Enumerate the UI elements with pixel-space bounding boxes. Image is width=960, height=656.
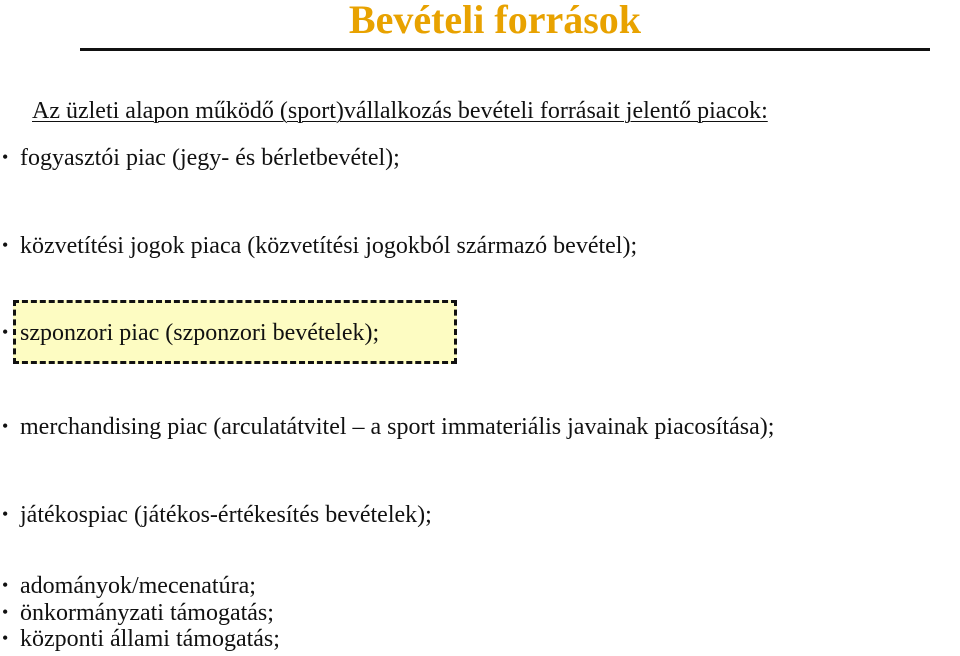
bullet-icon: •	[2, 235, 9, 255]
list-item-text: fogyasztói piac (jegy- és bérletbevétel);	[20, 145, 400, 171]
title-underline-rule	[80, 48, 930, 51]
list-item-text: közvetítési jogok piaca (közvetítési jogokból származó bevétel);	[20, 233, 638, 259]
list-item-local-government-support	[0, 598, 274, 627]
bullet-icon: •	[2, 628, 9, 648]
list-item-sponsorship	[0, 318, 379, 347]
list-item-consumer-market	[0, 143, 400, 172]
slide-title: Bevételi források	[348, 0, 642, 42]
bullet-icon: •	[2, 575, 9, 595]
list-item-text: szponzori piac (szponzori bevételek);	[20, 320, 380, 346]
list-item-player-market	[0, 500, 432, 529]
bullet-icon: •	[2, 322, 9, 342]
list-item-state-support	[0, 624, 280, 653]
list-item-donations	[0, 571, 256, 600]
bullet-icon: •	[2, 602, 9, 622]
list-item-text: központi állami támogatás;	[20, 626, 280, 652]
bullet-icon: •	[2, 416, 9, 436]
list-item-broadcast-rights	[0, 231, 637, 260]
list-item-text: merchandising piac (arculatátvitel – a sport immateriális javainak piacosítása);	[20, 414, 775, 440]
list-item-text: játékospiac (játékos-értékesítés bevételek);	[20, 502, 432, 528]
bullet-icon: •	[2, 504, 9, 524]
slide-subtitle: Az üzleti alapon működő (sport)vállalkozás bevételi forrásait jelentő piacok:	[32, 98, 768, 124]
list-item-text: önkormányzati támogatás;	[20, 600, 274, 626]
list-item-text: adományok/mecenatúra;	[20, 573, 256, 599]
bullet-icon: •	[2, 147, 9, 167]
list-item-merchandising	[0, 412, 774, 441]
